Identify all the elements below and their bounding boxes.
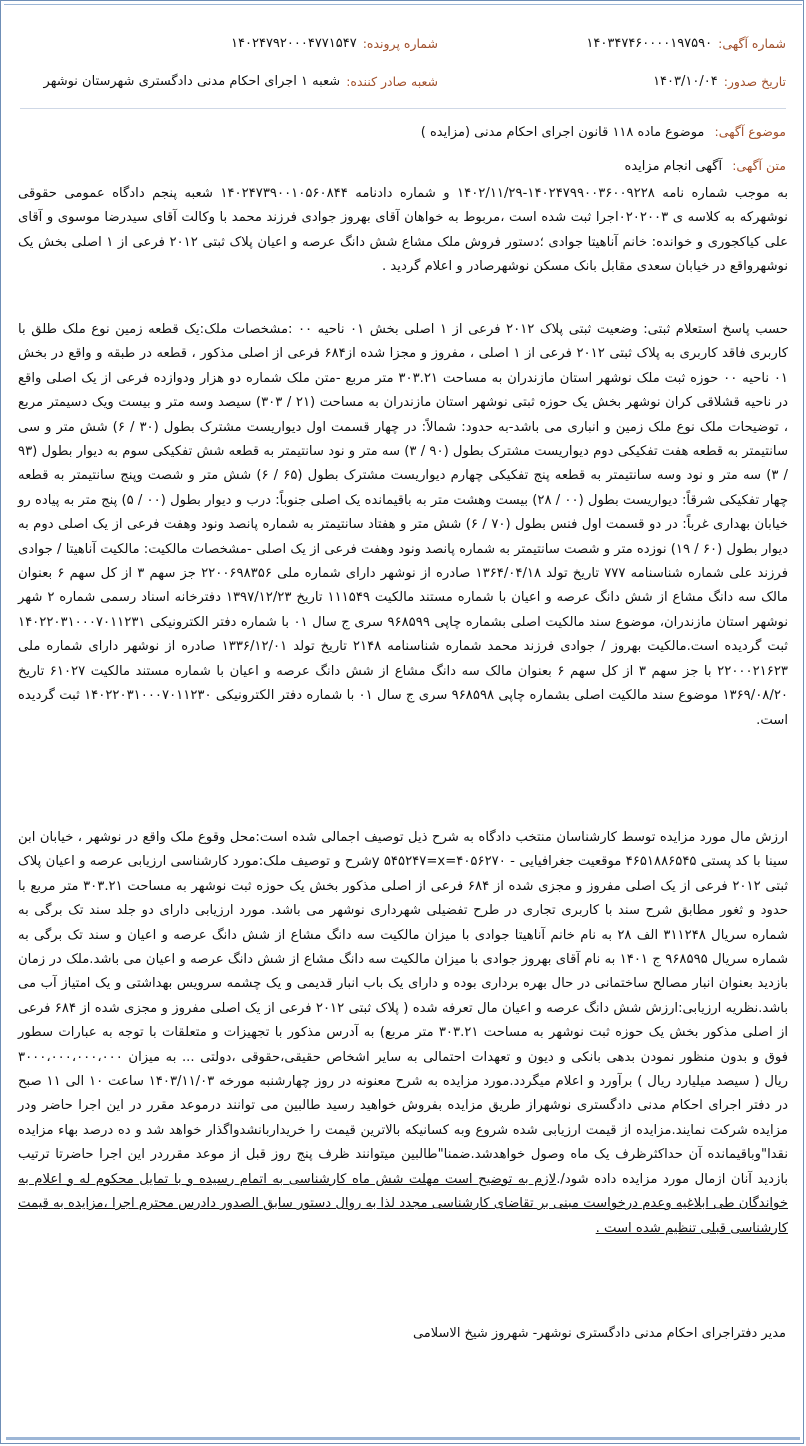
- subject-value: موضوع ماده ۱۱۸ قانون اجرای احکام مدنی (مزایده ): [420, 125, 705, 140]
- ad-number: ۱۴۰۳۴۷۴۶۰۰۰۰۱۹۷۵۹۰: [586, 36, 713, 51]
- issue-date-label: تاریخ صدور:: [723, 74, 786, 89]
- ad-number-label: شماره آگهی:: [718, 36, 786, 51]
- subject-label: موضوع آگهی:: [714, 124, 786, 139]
- announcement-row: [625, 158, 786, 174]
- ad-number-row: [586, 36, 786, 51]
- divider: [20, 108, 786, 109]
- issuer: شعبه ۱ اجرای احکام مدنی دادگستری شهرستان نوشهر: [43, 74, 341, 89]
- signature: مدیر دفتراجرای احکام مدنی دادگستری نوشهر- شهروز شیخ الاسلامی: [412, 1326, 786, 1341]
- body-paragraph-3-underlined: لازم به توضیح است مهلت شش ماه کارشناسی به اتمام رسیده و با تمایل محکوم له و اعلام به خواندگان طی ابلاغیه وعدم درخواست مبنی بر تقاضای کارشناسی مجدد لذا به روال دستور سابق الصدور دادرس محترم اجرا ،مزایده به قیمت کارشناسی قبلی تنظیم شده است .: [18, 1171, 788, 1236]
- issuer-label: شعبه صادر کننده:: [346, 74, 438, 89]
- announcement-value: آگهی انجام مزایده: [624, 159, 723, 174]
- issue-date: ۱۴۰۳/۱۰/۰۴: [653, 74, 718, 89]
- case-number: ۱۴۰۲۴۷۹۲۰۰۰۴۷۷۱۵۴۷: [231, 36, 357, 51]
- issue-date-row: [653, 74, 786, 89]
- bottom-rule: [6, 1437, 800, 1440]
- subject-row: [421, 124, 786, 140]
- case-number-label: شماره پرونده:: [362, 36, 438, 51]
- case-number-row: [231, 36, 438, 51]
- body-paragraph-3: [18, 826, 788, 1241]
- body-paragraph-2: حسب پاسخ استعلام ثبتی: وضعیت ثبتی پلاک ۲۰۱۲ فرعی از ۱ اصلی بخش ۰۱ ناحیه ۰۰ :مشخصات ملک:یک قطعه زمین نوع ملک طلق با کاربری فاقد کاربری به پلاک ثبتی ۲۰۱۲ فرعی از ۱ اصلی ، مفروز و مجزا شده از۶۸۴ فرعی از اصلی مذکور ، قطعه در طبقه و واقع در بخش ۰۱ ناحیه ۰۰ حوزه ثبت ملک نوشهر استان مازندران به مساحت ۳۰۳.۲۱ متر مربع -متن ملک شماره دو هزار ودوازده فرعی از یک اصلی واقع در ناحیه قشلاقی کران نوشهر بخش یک حوزه ثبتی نوشهر استان مازندران به مساحت (۲۱ / ۳۰۳) سیصد وسه متر و بیست ویک دسیمتر مربع ، توضیحات ملک نوع ملک زمین و انباری می باشد-به حدود: شمالاً: در چهار قسمت اول دیواریست مشترک بطول (۳۰ / ۶) شش متر و سی سانتیمتر به قطعه هفت تفکیکی دوم دیواریست مشترک بطول (۹۰ / ۳) سه متر و نود سانتیمتر به قطعه شش تفکیکی سوم به دیوار بطول (۹۳ / ۳) سه متر و نود وسه سانتیمتر به قطعه پنج تفکیکی چهارم دیواریست مشترک بطول (۶۵ / ۶) شش متر و شصت وپنج سانتیمتر به قطعه چهار تفکیکی شرقاً: دیواریست بطول (۰۰ / ۲۸) بیست وهشت متر به باقیمانده یک اصلی جنوباً: درب و دیوار بطول (۰۰ / ۵) پنج متر به پیاده رو خیابان بهداری غرباً: در دو قسمت اول فنس بطول (۷۰ / ۶) شش متر و هفتاد سانتیمتر به شماره پانصد ونود وهفت فرعی از یک اصلی دوم به دیوار بطول (۶۰ / ۱۹) نوزده متر و شصت سانتیمتر به شماره پانصد ونود وهفت فرعی از یک اصلی -مشخصات مالکیت: مالکیت آناهیتا / جوادی فرزند علی شماره شناسنامه ۷۷۷ تاریخ تولد ۱۳۶۴/۰۴/۱۸ صادره از نوشهر دارای شماره ملی ۲۲۰۰۶۹۸۳۵۶ جز سهم ۳ از کل سهم ۶ بعنوان مالک سه دانگ مشاع از شش دانگ عرصه و اعیان با شماره مستند مالکیت ۱۱۱۵۴۹ تاریخ ۱۳۹۷/۱۲/۲۳ دفترخانه اسناد رسمی شماره ۲ شهر نوشهر استان مازندران، موضوع سند مالکیت اصلی بشماره چاپی ۹۶۸۵۹۹ سری ج سال ۰۱ با شماره دفتر الکترونیکی ۱۴۰۲۲۰۳۱۰۰۰۷۰۱۱۲۳۱ ثبت گردیده است.مالکیت بهروز / جوادی فرزند محمد شماره شناسنامه ۲۱۴۸ تاریخ تولد ۱۳۳۶/۱۲/۰۱ صادره از نوشهر دارای شماره ملی ۲۲۰۰۰۲۱۶۲۳ با جز سهم ۳ از کل سهم ۶ بعنوان مالک سه دانگ مشاع از شش دانگ عرصه و اعیان با شماره مستند مالکیت ۶۱۰۲۷ تاریخ ۱۳۶۹/۰۸/۲۰ موضوع سند مالکیت اصلی بشماره چاپی ۹۶۸۵۹۸ سری ج سال ۰۱ با شماره دفتر الکترونیکی ۱۴۰۲۲۰۳۱۰۰۰۷۰۱۱۲۳۰ ثبت گردیده است.: [18, 322, 789, 728]
- issuer-row: [44, 74, 438, 89]
- body-paragraph-1: به موجب شماره نامه ۱۴۰۲۴۷۹۹۰۰۳۶۰۰۹۲۲۸-۱۴۰۲/۱۱/۲۹ و شماره دادنامه ۱۴۰۲۴۷۳۹۰۰۱۰۵۶۰۸۴۴ شعبه پنجم دادگاه عمومی حقوقی نوشهرکه به کلاسه ی ۰۲۰۲۰۰۳اجرا ثبت شده است ،مربوط به خواهان آقای بهروز جوادی فرزند محمد با وکالت آقای سیدرضا موسوی و آقای علی کیاکجوری و خوانده: خانم آناهیتا جوادی ؛دستور فروش ملک مشاع شش دانگ عرصه و اعیان پلاک ثبتی ۲۰۱۲ فرعی از ۱ اصلی بخش یک نوشهرواقع در خیابان سعدی مقابل بانک مسکن نوشهرصادر و اعلام گردید .: [18, 186, 789, 275]
- announcement-label: متن آگهی:: [732, 158, 786, 173]
- body-paragraph-3-text: ارزش مال مورد مزایده توسط کارشناسان منتخب دادگاه به شرح ذیل توصیف اجمالی شده است:محل وقوع ملک واقع در نوشهر ، خیابان ابن سینا با کد پستی ۴۶۵۱۸۸۶۵۴۵ موقعیت جغرافیایی - ۴۰۵۶۲۷۰=y ۵۴۵۲۴۷=xشرح و توصیف ملک:مورد کارشناسی ارزیابی عرصه و اعیان پلاک ثبتی ۲۰۱۲ فرعی از یک اصلی مفروز و مجزی شده از ۶۸۴ فرعی از اصلی مذکور بخش یک حوزه ثبت نوشهر به مساحت ۳۰۳.۲۱ متر مربع با حدود و ثغور مطابق شرح سند با کاربری تجاری در طرح تفضیلی شهرداری نوشهر می باشد. مورد ارزیابی دارای دو جلد سند تک برگی به شماره سریال ۳۱۱۲۴۸ الف ۲۸ به نام خانم آناهیتا جوادی با میزان مالکیت سه دانگ مشاع از شش دانگ عرصه و اعیان و سند تک برگی به شماره سریال ۹۶۸۵۹۵ ج ۱۴۰۱ به نام آقای بهروز جوادی با میزان مالکیت سه دانگ مشاع از شش دانگ عرصه و اعیان می باشد.ملک در زمان بازدید بعنوان انبار مصالح ساختمانی در حال بهره برداری بوده و دارای یک باب انبار قدیمی و یک چشمه سرویس بهداشتی و یک امتیاز آب می باشد.نظریه ارزیابی:ارزش شش دانگ عرصه و اعیان مال تعرفه شده ( پلاک ثبتی ۲۰۱۲ فرعی از یک اصلی مفروز و مجزی شده از ۶۸۴ فرعی از اصلی مذکور بخش یک حوزه ثبت نوشهر به مساحت ۳۰۳.۲۱ متر مربع) به آدرس مذکور با تجهیزات و متعلقات با توجه به عبارات سطور فوق و بدون منظور نمودن بدهی بانکی و دیون و تعهدات احتمالی به سایر اشخاص حقیقی،حقوقی ،دولتی ... به میزان ۳۰۰۰،۰۰۰،۰۰۰،۰۰۰ ریال ( سیصد میلیارد ریال ) برآورد و اعلام میگردد.مورد مزایده به شرح معنونه در روز چهارشنبه مورخه ۱۴۰۳/۱۱/۰۳ ساعت ۱۰ الی ۱۱ صبح در دفتر اجرای احکام مدنی دادگستری نوشهراز طریق مزایده بفروش خواهید رسید طالبین می توانند درموعد مقرر در این اجرا حاضر ودر مزایده شرکت نمایند.مزایده از قیمت ارزیابی شده شروع وبه کسانیکه بالاترین قیمت را خریداربانشدواگذار خواهد شد و ده درصد بهاء مزایده نقدا"وباقیمانده آن حداکثرظرف یک ماه وصول خواهدشد.ضمنا"طالبین میتوانند ظرف پنج روز قبل از موعد مقرردر این اجرا حاضرتا ترتیب بازدید آنان ازمال مورد مزایده داده شود/.: [18, 830, 789, 1187]
